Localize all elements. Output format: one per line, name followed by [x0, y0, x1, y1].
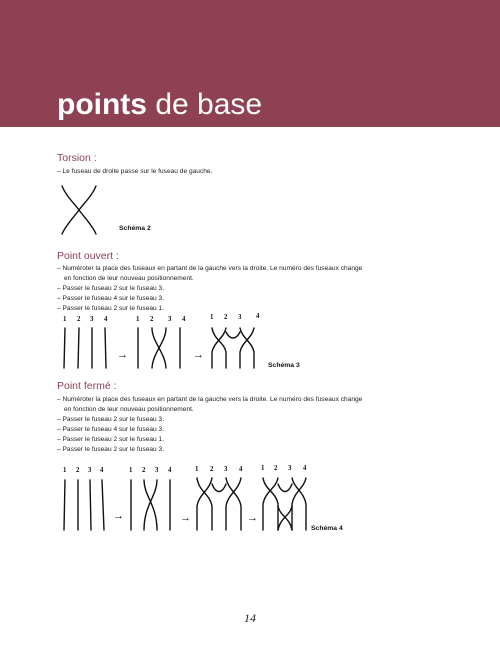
page-title-bold: points — [57, 88, 147, 121]
bobbin-number: 1 — [63, 467, 67, 474]
bobbin-number: 4 — [168, 467, 172, 474]
diagram-stage — [131, 480, 170, 530]
bobbin-number: 3 — [88, 467, 92, 474]
instruction-line: en fonction de leur nouveau positionnement. — [64, 275, 194, 282]
bobbin-number: 4 — [239, 466, 243, 473]
diagram-stage — [64, 328, 106, 368]
bobbin-number: 2 — [224, 314, 228, 321]
arrow-right-icon: → — [117, 349, 128, 361]
bobbin-number: 4 — [256, 313, 260, 320]
bobbin-number: 2 — [274, 465, 278, 472]
thread — [226, 332, 240, 338]
instruction-line: – Numéroter la place des fuseaux en partant de la gauche vers la droite. Le numéro des fuseaux change — [57, 265, 363, 272]
instruction-line: – Passer le fuseau 2 sur le fuseau 3. — [57, 416, 165, 423]
thread — [226, 478, 241, 530]
bobbin-number: 1 — [210, 314, 214, 321]
arrow-right-icon: → — [247, 512, 258, 524]
instruction-line: – Passer le fuseau 4 sur le fuseau 3. — [57, 426, 165, 433]
thread — [278, 506, 292, 530]
thread — [64, 328, 65, 368]
thread — [226, 478, 241, 530]
bobbin-number: 2 — [142, 467, 146, 474]
diagram-point-ouvert — [64, 328, 254, 368]
thread — [78, 328, 79, 368]
instruction-line: – Le fuseau de droite passe sur le fuseau de gauche. — [57, 168, 213, 175]
bobbin-number: 1 — [195, 466, 199, 473]
diagram-stage — [263, 478, 306, 530]
bobbin-number: 4 — [100, 467, 104, 474]
section-heading-point-ouvert: Point ouvert : — [57, 250, 119, 262]
arrow-right-icon: → — [180, 512, 191, 524]
bobbin-number: 4 — [104, 316, 108, 323]
thread — [292, 478, 306, 530]
thread — [212, 484, 226, 492]
thread — [292, 478, 306, 530]
page-number: 14 — [244, 611, 256, 625]
arrow-right-icon: → — [193, 349, 204, 361]
section-heading-torsion: Torsion : — [57, 152, 97, 164]
bobbin-number: 2 — [210, 466, 214, 473]
bobbin-number: 3 — [90, 316, 94, 323]
thread — [90, 480, 91, 530]
instruction-line: en fonction de leur nouveau positionnement. — [64, 406, 194, 413]
bobbin-number: 3 — [155, 467, 159, 474]
diagram-torsion — [62, 186, 96, 234]
arrow-right-icon: → — [113, 510, 124, 522]
thread — [278, 484, 292, 492]
diagram-stage — [212, 328, 254, 368]
bobbin-number: 4 — [182, 316, 186, 323]
caption-schema-4: Schéma 4 — [311, 525, 343, 532]
bobbin-number: 1 — [63, 316, 67, 323]
instruction-line: – Passer le fuseau 2 sur le fuseau 1. — [57, 305, 165, 312]
bobbin-number: 2 — [150, 316, 154, 323]
thread — [144, 480, 157, 530]
bobbin-number: 2 — [76, 467, 80, 474]
bobbin-number: 1 — [261, 465, 265, 472]
thread — [102, 480, 104, 530]
thread — [263, 478, 278, 530]
instruction-line: – Passer le fuseau 2 sur le fuseau 3. — [57, 446, 165, 453]
diagram-stage — [197, 478, 241, 530]
instruction-line: – Passer le fuseau 4 sur le fuseau 3. — [57, 295, 165, 302]
thread — [144, 480, 157, 530]
caption-schema-3: Schéma 3 — [268, 362, 300, 369]
section-heading-point-ferme: Point fermé : — [57, 380, 117, 392]
bobbin-number: 3 — [168, 316, 172, 323]
bobbin-number: 1 — [136, 316, 140, 323]
thread — [152, 328, 166, 368]
bobbin-number: 3 — [288, 465, 292, 472]
caption-schema-2: Schéma 2 — [119, 225, 151, 232]
bobbin-number: 2 — [77, 316, 81, 323]
bobbin-number: 4 — [303, 465, 307, 472]
instruction-line: – Passer le fuseau 2 sur le fuseau 1. — [57, 436, 165, 443]
bobbin-number: 1 — [129, 467, 133, 474]
thread — [263, 478, 278, 530]
instruction-line: – Numéroter la place des fuseaux en partant de la gauche vers la droite. Le numéro des fuseaux change — [57, 396, 363, 403]
thread — [62, 186, 96, 234]
instruction-line: – Passer le fuseau 2 sur le fuseau 3. — [57, 285, 165, 292]
diagram-stage — [64, 480, 104, 530]
bobbin-number: 3 — [224, 466, 228, 473]
bobbin-number: 3 — [238, 314, 242, 321]
page-title-rest: de base — [155, 88, 263, 121]
thread — [64, 480, 65, 530]
thread — [197, 478, 212, 530]
diagram-stage — [138, 328, 180, 368]
thread — [105, 328, 106, 368]
